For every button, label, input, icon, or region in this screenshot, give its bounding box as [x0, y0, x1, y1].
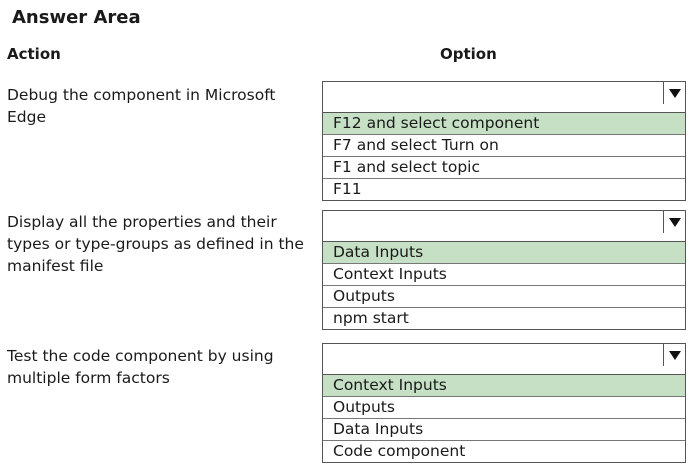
dropdown-2-header[interactable]	[323, 211, 685, 233]
action-3-text	[7, 345, 317, 389]
dropdown-3-option-2[interactable]: Outputs	[323, 397, 685, 419]
dropdown-3-option-4[interactable]: Code component	[333, 442, 466, 460]
dropdown-1-list	[323, 112, 685, 200]
dropdown-2-option-2[interactable]: Context Inputs	[323, 264, 685, 286]
dropdown-3-option-1[interactable]: Context Inputs	[323, 375, 685, 397]
triangle-down-icon[interactable]	[663, 82, 685, 104]
dropdown-1-header[interactable]	[323, 82, 685, 104]
action-1-line-1: Debug the component in Microsoft	[7, 86, 276, 104]
dropdown-1-option-3[interactable]: F1 and select topic	[323, 157, 685, 179]
option-dropdown-3[interactable]	[322, 343, 686, 463]
dropdown-1-option-1[interactable]: F12 and select component	[323, 113, 685, 135]
dropdown-3-option-3[interactable]: Data Inputs	[323, 419, 685, 441]
answer-area-title: Answer Area	[12, 7, 141, 28]
dropdown-2-list	[323, 241, 685, 329]
triangle-down-icon[interactable]	[663, 344, 685, 366]
dropdown-2-option-1[interactable]: Data Inputs	[323, 242, 685, 264]
dropdown-2-option-3[interactable]: Outputs	[323, 286, 685, 308]
action-2-line-3: manifest file	[7, 257, 104, 275]
dropdown-3-header[interactable]	[323, 344, 685, 366]
action-3-line-2: multiple form factors	[7, 369, 170, 387]
action-1-line-2: Edge	[7, 108, 47, 126]
dropdown-1-option-2[interactable]: F7 and select Turn on	[323, 135, 685, 157]
dropdown-2-option-4[interactable]: npm start	[333, 309, 409, 327]
triangle-down-icon[interactable]	[663, 211, 685, 233]
action-column-header: Action	[7, 45, 61, 63]
action-1-text	[7, 84, 317, 128]
dropdown-3-list	[323, 374, 685, 462]
action-2-line-2: types or type-groups as defined in the	[7, 235, 304, 253]
action-3-line-1: Test the code component by using	[7, 347, 274, 365]
option-dropdown-2[interactable]	[322, 210, 686, 330]
option-dropdown-1[interactable]	[322, 81, 686, 201]
option-column-header: Option	[440, 45, 497, 63]
action-2-text	[7, 211, 317, 277]
action-2-line-1: Display all the properties and their	[7, 213, 277, 231]
dropdown-1-option-4[interactable]: F11	[333, 180, 362, 198]
